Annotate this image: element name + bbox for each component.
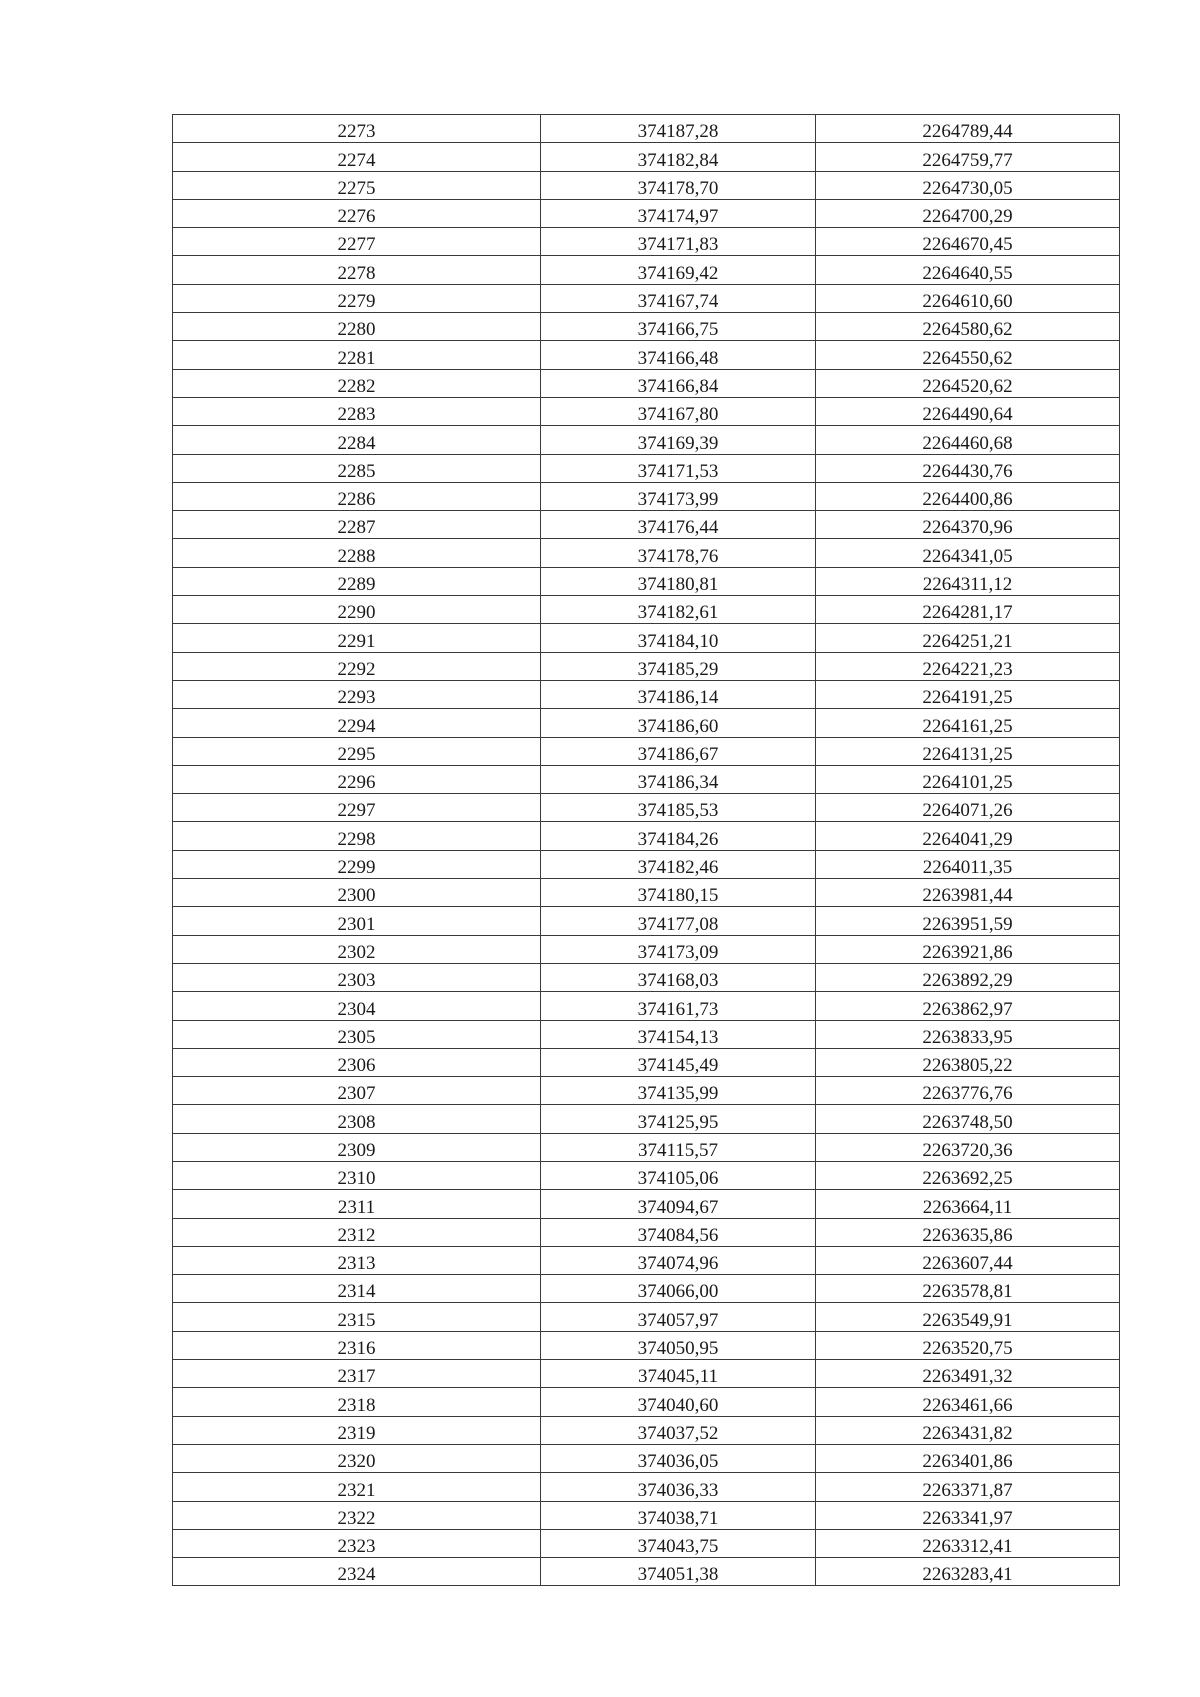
x-coordinate-cell: 374074,96	[541, 1246, 816, 1274]
table-row	[173, 1558, 1120, 1586]
x-coordinate-cell: 374180,81	[541, 567, 816, 595]
table-row	[173, 397, 1120, 425]
y-coordinate-cell: 2264161,25	[816, 709, 1120, 737]
point-number-cell: 2313	[173, 1246, 541, 1274]
y-coordinate-cell: 2264281,17	[816, 596, 1120, 624]
y-coordinate-cell: 2264670,45	[816, 228, 1120, 256]
y-coordinate-cell: 2263461,66	[816, 1388, 1120, 1416]
table-row	[173, 1048, 1120, 1076]
coordinates-table	[172, 114, 1120, 1586]
table-row	[173, 1077, 1120, 1105]
point-number-cell: 2317	[173, 1360, 541, 1388]
table-row	[173, 652, 1120, 680]
table-row	[173, 596, 1120, 624]
point-number-cell: 2308	[173, 1105, 541, 1133]
y-coordinate-cell: 2264011,35	[816, 850, 1120, 878]
point-number-cell: 2293	[173, 680, 541, 708]
x-coordinate-cell: 374084,56	[541, 1218, 816, 1246]
x-coordinate-cell: 374057,97	[541, 1303, 816, 1331]
point-number-cell: 2286	[173, 482, 541, 510]
table-row	[173, 426, 1120, 454]
table-row	[173, 1303, 1120, 1331]
x-coordinate-cell: 374145,49	[541, 1048, 816, 1076]
y-coordinate-cell: 2263981,44	[816, 879, 1120, 907]
y-coordinate-cell: 2263921,86	[816, 935, 1120, 963]
point-number-cell: 2292	[173, 652, 541, 680]
x-coordinate-cell: 374043,75	[541, 1529, 816, 1557]
x-coordinate-cell: 374094,67	[541, 1190, 816, 1218]
point-number-cell: 2297	[173, 794, 541, 822]
x-coordinate-cell: 374166,75	[541, 313, 816, 341]
x-coordinate-cell: 374173,09	[541, 935, 816, 963]
table-row	[173, 539, 1120, 567]
y-coordinate-cell: 2263892,29	[816, 963, 1120, 991]
y-coordinate-cell: 2263401,86	[816, 1444, 1120, 1472]
point-number-cell: 2320	[173, 1444, 541, 1472]
y-coordinate-cell: 2263491,32	[816, 1360, 1120, 1388]
y-coordinate-cell: 2263520,75	[816, 1331, 1120, 1359]
table-row	[173, 1388, 1120, 1416]
table-row	[173, 454, 1120, 482]
point-number-cell: 2307	[173, 1077, 541, 1105]
point-number-cell: 2305	[173, 1020, 541, 1048]
point-number-cell: 2301	[173, 907, 541, 935]
y-coordinate-cell: 2264759,77	[816, 143, 1120, 171]
x-coordinate-cell: 374184,26	[541, 822, 816, 850]
point-number-cell: 2296	[173, 765, 541, 793]
point-number-cell: 2322	[173, 1501, 541, 1529]
table-row	[173, 1218, 1120, 1246]
point-number-cell: 2309	[173, 1133, 541, 1161]
point-number-cell: 2323	[173, 1529, 541, 1557]
y-coordinate-cell: 2264730,05	[816, 171, 1120, 199]
table-row	[173, 680, 1120, 708]
y-coordinate-cell: 2263951,59	[816, 907, 1120, 935]
table-row	[173, 284, 1120, 312]
y-coordinate-cell: 2263635,86	[816, 1218, 1120, 1246]
point-number-cell: 2282	[173, 369, 541, 397]
table-row	[173, 341, 1120, 369]
x-coordinate-cell: 374182,46	[541, 850, 816, 878]
point-number-cell: 2278	[173, 256, 541, 284]
table-row	[173, 1360, 1120, 1388]
point-number-cell: 2288	[173, 539, 541, 567]
point-number-cell: 2302	[173, 935, 541, 963]
x-coordinate-cell: 374105,06	[541, 1161, 816, 1189]
table-row	[173, 1190, 1120, 1218]
table-row	[173, 737, 1120, 765]
point-number-cell: 2306	[173, 1048, 541, 1076]
y-coordinate-cell: 2263578,81	[816, 1275, 1120, 1303]
x-coordinate-cell: 374178,76	[541, 539, 816, 567]
point-number-cell: 2274	[173, 143, 541, 171]
point-number-cell: 2283	[173, 397, 541, 425]
table-row	[173, 228, 1120, 256]
point-number-cell: 2275	[173, 171, 541, 199]
table-row	[173, 1444, 1120, 1472]
table-row	[173, 624, 1120, 652]
x-coordinate-cell: 374176,44	[541, 511, 816, 539]
y-coordinate-cell: 2264221,23	[816, 652, 1120, 680]
y-coordinate-cell: 2263776,76	[816, 1077, 1120, 1105]
table-row	[173, 822, 1120, 850]
point-number-cell: 2304	[173, 992, 541, 1020]
y-coordinate-cell: 2264430,76	[816, 454, 1120, 482]
table-row	[173, 313, 1120, 341]
x-coordinate-cell: 374171,83	[541, 228, 816, 256]
point-number-cell: 2311	[173, 1190, 541, 1218]
x-coordinate-cell: 374161,73	[541, 992, 816, 1020]
table-row	[173, 1331, 1120, 1359]
x-coordinate-cell: 374050,95	[541, 1331, 816, 1359]
point-number-cell: 2312	[173, 1218, 541, 1246]
y-coordinate-cell: 2264370,96	[816, 511, 1120, 539]
x-coordinate-cell: 374171,53	[541, 454, 816, 482]
y-coordinate-cell: 2264101,25	[816, 765, 1120, 793]
table-row	[173, 482, 1120, 510]
x-coordinate-cell: 374180,15	[541, 879, 816, 907]
y-coordinate-cell: 2264460,68	[816, 426, 1120, 454]
x-coordinate-cell: 374051,38	[541, 1558, 816, 1586]
x-coordinate-cell: 374182,84	[541, 143, 816, 171]
x-coordinate-cell: 374173,99	[541, 482, 816, 510]
point-number-cell: 2300	[173, 879, 541, 907]
point-number-cell: 2284	[173, 426, 541, 454]
y-coordinate-cell: 2263283,41	[816, 1558, 1120, 1586]
x-coordinate-cell: 374184,10	[541, 624, 816, 652]
point-number-cell: 2314	[173, 1275, 541, 1303]
y-coordinate-cell: 2264520,62	[816, 369, 1120, 397]
coordinates-table-body	[173, 115, 1120, 1586]
x-coordinate-cell: 374036,05	[541, 1444, 816, 1472]
point-number-cell: 2303	[173, 963, 541, 991]
x-coordinate-cell: 374167,74	[541, 284, 816, 312]
table-row	[173, 935, 1120, 963]
x-coordinate-cell: 374125,95	[541, 1105, 816, 1133]
table-row	[173, 1161, 1120, 1189]
table-row	[173, 199, 1120, 227]
y-coordinate-cell: 2263748,50	[816, 1105, 1120, 1133]
y-coordinate-cell: 2264191,25	[816, 680, 1120, 708]
x-coordinate-cell: 374178,70	[541, 171, 816, 199]
point-number-cell: 2310	[173, 1161, 541, 1189]
point-number-cell: 2321	[173, 1473, 541, 1501]
y-coordinate-cell: 2264789,44	[816, 115, 1120, 143]
y-coordinate-cell: 2264610,60	[816, 284, 1120, 312]
table-row	[173, 369, 1120, 397]
x-coordinate-cell: 374186,60	[541, 709, 816, 737]
table-row	[173, 1529, 1120, 1557]
y-coordinate-cell: 2263607,44	[816, 1246, 1120, 1274]
x-coordinate-cell: 374037,52	[541, 1416, 816, 1444]
y-coordinate-cell: 2264580,62	[816, 313, 1120, 341]
point-number-cell: 2280	[173, 313, 541, 341]
point-number-cell: 2285	[173, 454, 541, 482]
table-row	[173, 794, 1120, 822]
x-coordinate-cell: 374154,13	[541, 1020, 816, 1048]
table-row	[173, 850, 1120, 878]
x-coordinate-cell: 374115,57	[541, 1133, 816, 1161]
point-number-cell: 2276	[173, 199, 541, 227]
table-row	[173, 963, 1120, 991]
x-coordinate-cell: 374186,67	[541, 737, 816, 765]
point-number-cell: 2318	[173, 1388, 541, 1416]
table-row	[173, 1020, 1120, 1048]
x-coordinate-cell: 374036,33	[541, 1473, 816, 1501]
x-coordinate-cell: 374038,71	[541, 1501, 816, 1529]
y-coordinate-cell: 2263371,87	[816, 1473, 1120, 1501]
y-coordinate-cell: 2264400,86	[816, 482, 1120, 510]
table-row	[173, 1133, 1120, 1161]
point-number-cell: 2281	[173, 341, 541, 369]
table-row	[173, 992, 1120, 1020]
table-row	[173, 1105, 1120, 1133]
x-coordinate-cell: 374185,53	[541, 794, 816, 822]
point-number-cell: 2287	[173, 511, 541, 539]
point-number-cell: 2319	[173, 1416, 541, 1444]
point-number-cell: 2294	[173, 709, 541, 737]
table-row	[173, 1473, 1120, 1501]
point-number-cell: 2273	[173, 115, 541, 143]
y-coordinate-cell: 2263720,36	[816, 1133, 1120, 1161]
y-coordinate-cell: 2263833,95	[816, 1020, 1120, 1048]
y-coordinate-cell: 2264041,29	[816, 822, 1120, 850]
table-row	[173, 907, 1120, 935]
x-coordinate-cell: 374185,29	[541, 652, 816, 680]
table-row	[173, 171, 1120, 199]
y-coordinate-cell: 2263431,82	[816, 1416, 1120, 1444]
y-coordinate-cell: 2263341,97	[816, 1501, 1120, 1529]
x-coordinate-cell: 374168,03	[541, 963, 816, 991]
table-row	[173, 765, 1120, 793]
y-coordinate-cell: 2263692,25	[816, 1161, 1120, 1189]
table-row	[173, 1416, 1120, 1444]
x-coordinate-cell: 374186,34	[541, 765, 816, 793]
x-coordinate-cell: 374166,48	[541, 341, 816, 369]
y-coordinate-cell: 2263312,41	[816, 1529, 1120, 1557]
x-coordinate-cell: 374040,60	[541, 1388, 816, 1416]
y-coordinate-cell: 2264490,64	[816, 397, 1120, 425]
table-row	[173, 1246, 1120, 1274]
x-coordinate-cell: 374167,80	[541, 397, 816, 425]
y-coordinate-cell: 2263549,91	[816, 1303, 1120, 1331]
point-number-cell: 2298	[173, 822, 541, 850]
y-coordinate-cell: 2264311,12	[816, 567, 1120, 595]
x-coordinate-cell: 374177,08	[541, 907, 816, 935]
table-row	[173, 511, 1120, 539]
table-row	[173, 1275, 1120, 1303]
table-row	[173, 256, 1120, 284]
table-row	[173, 143, 1120, 171]
y-coordinate-cell: 2264700,29	[816, 199, 1120, 227]
table-row	[173, 709, 1120, 737]
table-row	[173, 115, 1120, 143]
x-coordinate-cell: 374166,84	[541, 369, 816, 397]
x-coordinate-cell: 374169,42	[541, 256, 816, 284]
point-number-cell: 2277	[173, 228, 541, 256]
y-coordinate-cell: 2263862,97	[816, 992, 1120, 1020]
x-coordinate-cell: 374169,39	[541, 426, 816, 454]
x-coordinate-cell: 374182,61	[541, 596, 816, 624]
y-coordinate-cell: 2264131,25	[816, 737, 1120, 765]
point-number-cell: 2291	[173, 624, 541, 652]
point-number-cell: 2290	[173, 596, 541, 624]
y-coordinate-cell: 2264550,62	[816, 341, 1120, 369]
point-number-cell: 2315	[173, 1303, 541, 1331]
point-number-cell: 2289	[173, 567, 541, 595]
point-number-cell: 2324	[173, 1558, 541, 1586]
table-row	[173, 567, 1120, 595]
y-coordinate-cell: 2263805,22	[816, 1048, 1120, 1076]
x-coordinate-cell: 374187,28	[541, 115, 816, 143]
point-number-cell: 2299	[173, 850, 541, 878]
point-number-cell: 2279	[173, 284, 541, 312]
point-number-cell: 2295	[173, 737, 541, 765]
x-coordinate-cell: 374186,14	[541, 680, 816, 708]
y-coordinate-cell: 2264251,21	[816, 624, 1120, 652]
table-row	[173, 879, 1120, 907]
y-coordinate-cell: 2264071,26	[816, 794, 1120, 822]
x-coordinate-cell: 374066,00	[541, 1275, 816, 1303]
x-coordinate-cell: 374174,97	[541, 199, 816, 227]
y-coordinate-cell: 2264341,05	[816, 539, 1120, 567]
x-coordinate-cell: 374135,99	[541, 1077, 816, 1105]
table-row	[173, 1501, 1120, 1529]
y-coordinate-cell: 2263664,11	[816, 1190, 1120, 1218]
y-coordinate-cell: 2264640,55	[816, 256, 1120, 284]
x-coordinate-cell: 374045,11	[541, 1360, 816, 1388]
point-number-cell: 2316	[173, 1331, 541, 1359]
